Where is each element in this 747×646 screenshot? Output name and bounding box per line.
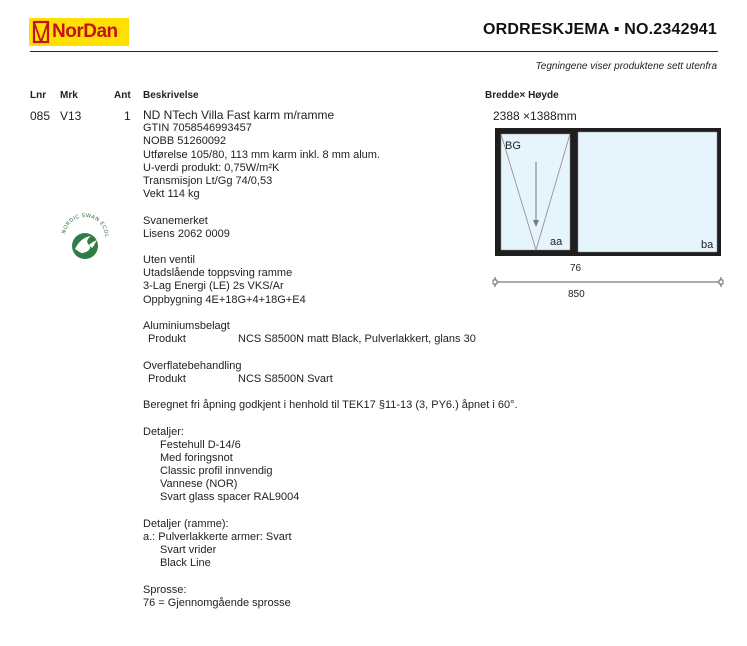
right-pane-glass bbox=[578, 132, 717, 252]
drawing-note: Tegningene viser produktene sett utenfra bbox=[535, 61, 717, 72]
sash-width-dimension: 850 bbox=[568, 289, 585, 300]
spacer bbox=[143, 201, 518, 214]
sash-details-heading: Detaljer (ramme): bbox=[143, 517, 229, 530]
col-lnr-header: Lnr bbox=[30, 90, 47, 101]
spacer bbox=[143, 346, 518, 359]
nobb: NOBB 51260092 bbox=[143, 135, 227, 148]
right-pane-tag: ba bbox=[701, 239, 714, 251]
sash-detail-item: Black Line bbox=[160, 557, 211, 570]
u-value: U-verdi produkt: 0,75W/m²K bbox=[143, 161, 280, 174]
nordan-logo bbox=[29, 18, 129, 46]
escape-opening-note: Beregnet fri åpning godkjent i henhold til TEK17 §11-13 (3, PY6.) åpnet i 60°. bbox=[143, 399, 518, 412]
ecolabel: Svanemerket bbox=[143, 214, 208, 227]
nordic-swan-ecolabel-icon bbox=[54, 206, 116, 268]
surface-heading: Overflatebehandling bbox=[143, 359, 242, 372]
brand-name: NorDan bbox=[52, 21, 118, 42]
ecolabel-arc-text: NORDIC SWAN ECOL bbox=[61, 212, 110, 238]
mark: V13 bbox=[60, 109, 82, 123]
detail-item: Med foringsnot bbox=[160, 451, 233, 464]
left-pane-tag: aa bbox=[550, 236, 563, 248]
spacer bbox=[143, 505, 518, 518]
page-title: ORDRESKJEMA ▪ NO.2342941 bbox=[483, 21, 717, 38]
col-ant-header: Ant bbox=[114, 90, 131, 101]
description-block bbox=[143, 109, 518, 610]
dimension-marker-left bbox=[493, 280, 497, 284]
line-number: 085 bbox=[30, 109, 51, 123]
sash-detail-item: Svart vrider bbox=[160, 544, 217, 557]
ventilation: Uten ventil bbox=[143, 254, 195, 267]
alu-product-value: NCS S8500N matt Black, Pulverlakkert, glans 30 bbox=[238, 333, 476, 346]
quantity: 1 bbox=[124, 109, 131, 123]
spacer bbox=[143, 307, 518, 320]
license: Lisens 2062 0009 bbox=[143, 227, 230, 240]
glass-buildup: Oppbygning 4E+18G+4+18G+E4 bbox=[143, 293, 306, 306]
alu-product bbox=[143, 333, 518, 346]
overall-dimensions: 2388 ×1388mm bbox=[493, 109, 577, 123]
detail-item: Svart glass spacer RAL9004 bbox=[160, 491, 300, 504]
glazing: 3-Lag Energi (LE) 2s VKS/Ar bbox=[143, 280, 284, 293]
col-size-header: Bredde× Høyde bbox=[485, 90, 559, 101]
weight: Vekt 114 kg bbox=[143, 188, 200, 201]
execution: Utførelse 105/80, 113 mm karm inkl. 8 mm alum. bbox=[143, 148, 380, 161]
sprosse-item: 76 = Gjennomgående sprosse bbox=[143, 596, 291, 609]
details-heading: Detaljer: bbox=[143, 425, 184, 438]
gtin: GTIN 7058546993457 bbox=[143, 122, 252, 135]
spacer bbox=[143, 571, 518, 584]
header-divider bbox=[30, 51, 718, 52]
sash-detail-item: a.: Pulverlakkerte armer: Svart bbox=[143, 531, 292, 543]
sprosse-heading: Sprosse: bbox=[143, 583, 187, 596]
nordan-mark-icon bbox=[32, 20, 50, 44]
sprosse-dimension: 76 bbox=[570, 263, 582, 274]
alu-heading: Aluminiumsbelagt bbox=[143, 320, 230, 332]
alu-product-label: Produkt bbox=[148, 333, 186, 346]
surface-product bbox=[143, 373, 518, 386]
product-name: ND NTech Villa Fast karm m/ramme bbox=[143, 108, 335, 122]
col-mrk-header: Mrk bbox=[60, 90, 78, 101]
detail-item: Vannese (NOR) bbox=[160, 478, 238, 491]
detail-item: Classic profil innvendig bbox=[160, 465, 273, 478]
detail-item: Festehull D-14/6 bbox=[160, 438, 241, 451]
opening-type: Utadslående toppsving ramme bbox=[143, 267, 293, 280]
dimension-marker-right bbox=[719, 280, 723, 284]
surface-product-label: Produkt bbox=[148, 372, 186, 385]
spacer bbox=[143, 412, 518, 425]
spacer bbox=[143, 386, 518, 399]
transmission: Transmisjon Lt/Gg 74/0,53 bbox=[143, 174, 273, 187]
col-description-header: Beskrivelse bbox=[143, 90, 199, 101]
left-pane-code: BG bbox=[505, 140, 521, 152]
window-drawing bbox=[490, 124, 730, 300]
surface-product-value: NCS S8500N Svart bbox=[238, 372, 333, 385]
spacer bbox=[143, 241, 518, 254]
